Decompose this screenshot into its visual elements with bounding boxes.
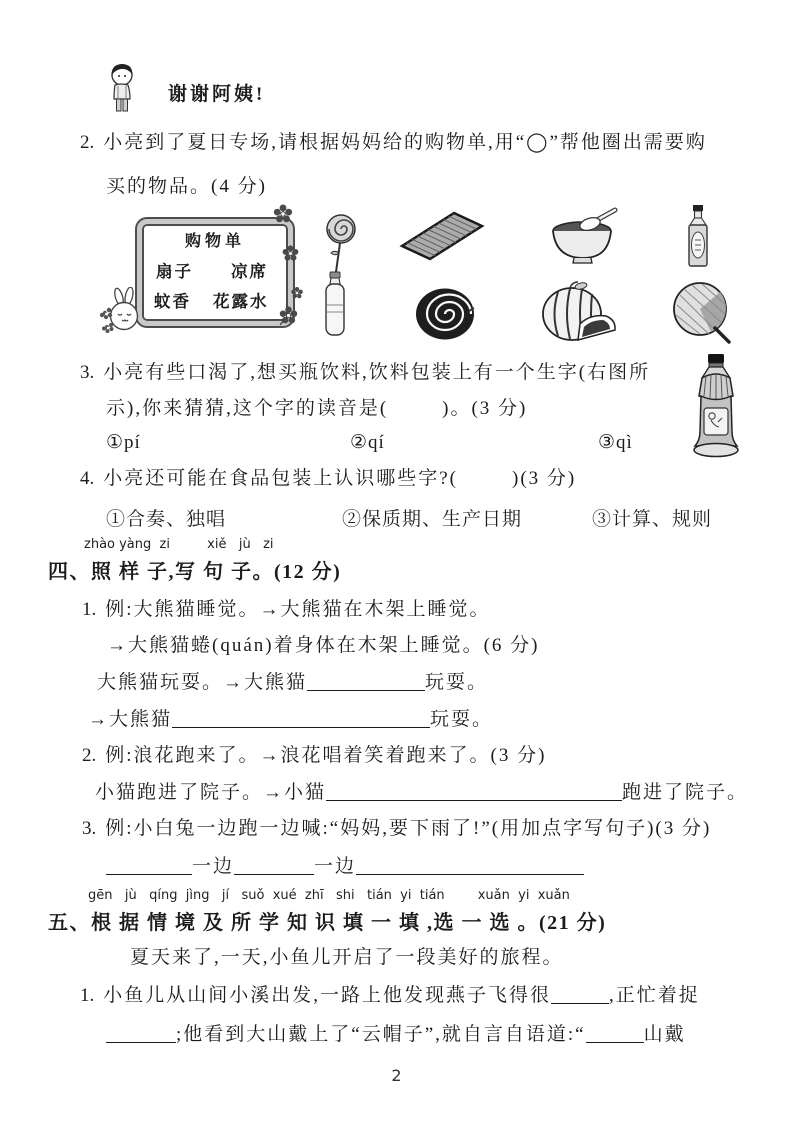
q4-option-1: ①合奏、独唱 [106, 509, 227, 530]
s4-item1-line1: 1. 例:大熊猫睡觉。→大熊猫在木架上睡觉。 [82, 599, 491, 620]
sauce-bottle-icon [684, 204, 712, 268]
section4-pinyin: zhào yàng zi xiě jù zi [84, 537, 274, 552]
flower-icon [290, 286, 304, 300]
q2-number: 2. [80, 132, 95, 153]
soda-bottle-icon [687, 352, 745, 462]
q4-number: 4. [80, 468, 95, 489]
q3-number: 3. [80, 362, 95, 383]
rabbit-icon [97, 287, 154, 340]
flower-icon [278, 305, 299, 326]
q2-line-1: 2. 小亮到了夏日专场,请根据妈妈给的购物单,用“◯”帮他圈出需要购 [80, 130, 707, 156]
q3-option-3: ③qì [598, 432, 633, 453]
s4-item2-line2: 小猫跑进了院子。→小猫 跑进了院子。 [95, 782, 749, 803]
s4-item1-line2: →大熊猫蜷(quán)着身体在木架上睡觉。(6 分) [107, 635, 540, 656]
s4-item3-answer-line: 一边 一边 [106, 854, 584, 880]
lollipop-icon [324, 212, 358, 276]
shopping-item: 花露水 [213, 292, 269, 311]
answer-blank [106, 1022, 176, 1043]
q3-line-1: 3. 小亮有些口渴了,想买瓶饮料,饮料包装上有一个生字(右图所 [80, 360, 650, 386]
shopping-list-title: 购物单 [184, 233, 245, 250]
boy-icon [102, 60, 140, 118]
flower-icon [281, 244, 300, 263]
s4-item1-line3: 大熊猫玩耍。→大熊猫 玩耍。 [97, 672, 489, 693]
water-bottle-icon [322, 271, 348, 337]
s5-item1-line1: 1. 小鱼儿从山间小溪出发,一路上他发现燕子飞得很 ,正忙着捉 [80, 985, 700, 1006]
answer-blank [234, 854, 314, 875]
q4-option-3: ③计算、规则 [592, 509, 713, 530]
section5-title: 五、根 据 情 境 及 所 学 知 识 填 一 填 ,选 一 选 。(21 分) [48, 912, 607, 934]
answer-blank [586, 1022, 644, 1043]
section4-title: 四、照 样 子,写 句 子。(12 分) [48, 561, 342, 583]
q2-line-2: 买的物品。(4 分) [106, 176, 267, 197]
speech-text: 谢谢阿姨! [168, 84, 266, 105]
answer-blank [356, 854, 584, 875]
page-number: 2 [391, 1066, 402, 1085]
answer-blank [106, 854, 192, 875]
q3-option-1: ①pí [106, 432, 141, 453]
answer-blank [307, 670, 425, 691]
q4-option-2: ②保质期、生产日期 [342, 509, 523, 530]
mosquito-coil-icon [414, 285, 476, 343]
flower-icon [272, 203, 294, 225]
s4-item2-line1: 2. 例:浪花跑来了。→浪花唱着笑着跑来了。(3 分) [82, 745, 547, 766]
watermelon-icon [540, 278, 620, 344]
shopping-item: 扇子 [156, 262, 193, 281]
shopping-item: 蚊香 [154, 292, 191, 311]
bamboo-mat-icon [398, 208, 488, 262]
answer-blank [551, 983, 609, 1004]
s4-item1-line4: →大熊猫 玩耍。 [88, 709, 494, 730]
bowl-with-spoon-icon [546, 206, 620, 266]
round-fan-icon [670, 281, 732, 345]
q3-line-2: 示),你来猜猜,这个字的读音是( )。(3 分) [106, 398, 528, 419]
s4-item3-line1: 3. 例:小白兔一边跑一边喊:“妈妈,要下雨了!”(用加点字写句子)(3 分) [82, 818, 712, 839]
s5-intro: 夏天来了,一天,小鱼儿开启了一段美好的旅程。 [130, 947, 564, 968]
shopping-item: 凉席 [231, 262, 268, 281]
answer-blank [326, 780, 622, 801]
q4-line-1: 4. 小亮还可能在食品包装上认识哪些字?( )(3 分) [80, 466, 576, 492]
answer-blank [172, 707, 430, 728]
shopping-list-board [137, 219, 293, 326]
section5-pinyin: gēn jù qíng jìng jí suǒ xué zhī shi tián yi tián xuǎn yi xuǎn [88, 888, 570, 903]
q3-option-2: ②qí [350, 432, 385, 453]
s5-item1-line2: ;他看到大山戴上了“云帽子”,就自言自语道:“ 山戴 [106, 1022, 686, 1048]
